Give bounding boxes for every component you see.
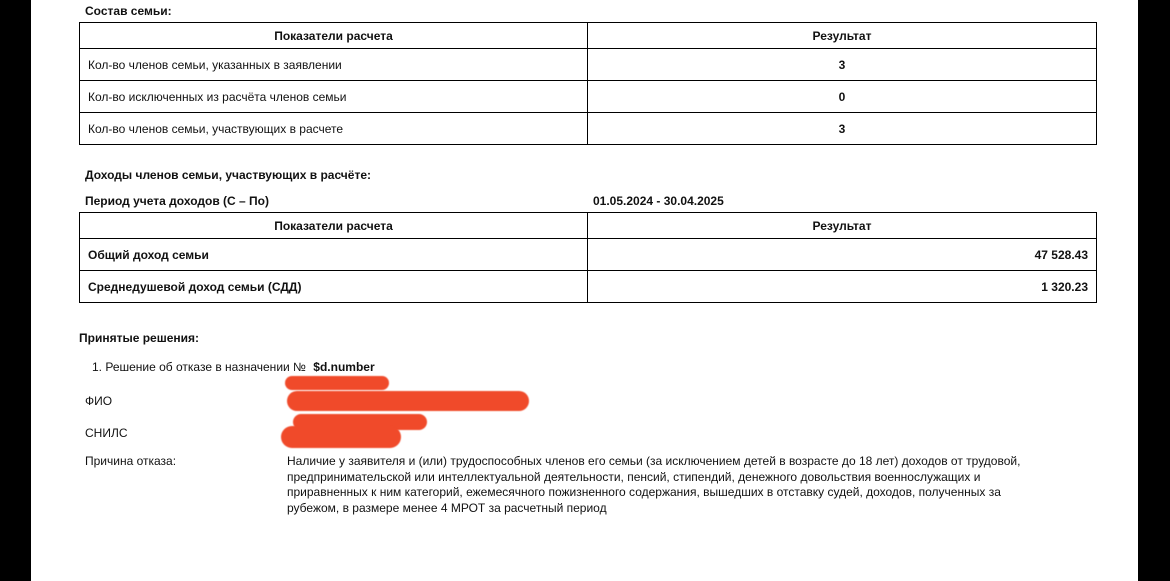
document-page bbox=[31, 0, 1138, 581]
snils-label: СНИЛС bbox=[85, 426, 128, 440]
table-row bbox=[80, 113, 1097, 145]
decision-number: $d.number bbox=[313, 360, 375, 374]
family-header-indicator: Показатели расчета bbox=[80, 23, 588, 49]
income-section-title: Доходы членов семьи, участвующих в расчёте: bbox=[85, 168, 371, 182]
family-row-value: 3 bbox=[588, 49, 1097, 81]
decisions-title: Принятые решения: bbox=[79, 331, 200, 345]
family-row-label: Кол-во членов семьи, участвующих в расчете bbox=[80, 113, 588, 145]
table-row bbox=[80, 239, 1097, 271]
reason-label: Причина отказа: bbox=[85, 454, 177, 468]
decision-item bbox=[92, 360, 375, 374]
redaction-mark bbox=[281, 426, 401, 448]
table-row bbox=[80, 49, 1097, 81]
table-row bbox=[80, 81, 1097, 113]
reason-line: предпринимательской или интеллектуальной деятельности, пенсий, стипендий, денежного довольствия военнослужащих и bbox=[287, 469, 981, 484]
period-label: Период учета доходов (С – По) bbox=[85, 194, 269, 208]
family-row-value: 0 bbox=[588, 81, 1097, 113]
table-row bbox=[80, 271, 1097, 303]
income-row-label: Среднедушевой доход семьи (СДД) bbox=[80, 271, 588, 303]
fio-label: ФИО bbox=[85, 394, 113, 408]
period-value: 01.05.2024 - 30.04.2025 bbox=[593, 194, 724, 208]
family-row-value: 3 bbox=[588, 113, 1097, 145]
income-table bbox=[79, 212, 1097, 303]
reason-line: Наличие у заявителя и (или) трудоспособных членов его семьи (за исключением детей в возрасте до 18 лет) доходов от трудовой, bbox=[287, 454, 1021, 468]
reason-line: рубежом, в размере менее 4 МРОТ за расчетный период bbox=[287, 500, 607, 515]
reason-line: приравненных к ним категорий, ежемесячного пожизненного содержания, вышедших в отставку судей, доходов, полученных за bbox=[287, 485, 1001, 499]
family-row-label: Кол-во членов семьи, указанных в заявлении bbox=[80, 49, 588, 81]
redaction-mark bbox=[285, 376, 389, 390]
income-header-indicator: Показатели расчета bbox=[80, 213, 588, 239]
income-header-result: Результат bbox=[588, 213, 1097, 239]
income-row-label: Общий доход семьи bbox=[80, 239, 588, 271]
income-row-value: 1 320.23 bbox=[588, 271, 1097, 303]
family-table bbox=[79, 22, 1097, 145]
income-row-value: 47 528.43 bbox=[588, 239, 1097, 271]
family-header-result: Результат bbox=[588, 23, 1097, 49]
family-row-label: Кол-во исключенных из расчёта членов семьи bbox=[80, 81, 588, 113]
redaction-mark bbox=[287, 391, 529, 411]
decision-item-text: 1. Решение об отказе в назначении № bbox=[92, 360, 306, 374]
family-section-title: Состав семьи: bbox=[85, 4, 172, 18]
reason-text bbox=[287, 454, 1107, 516]
